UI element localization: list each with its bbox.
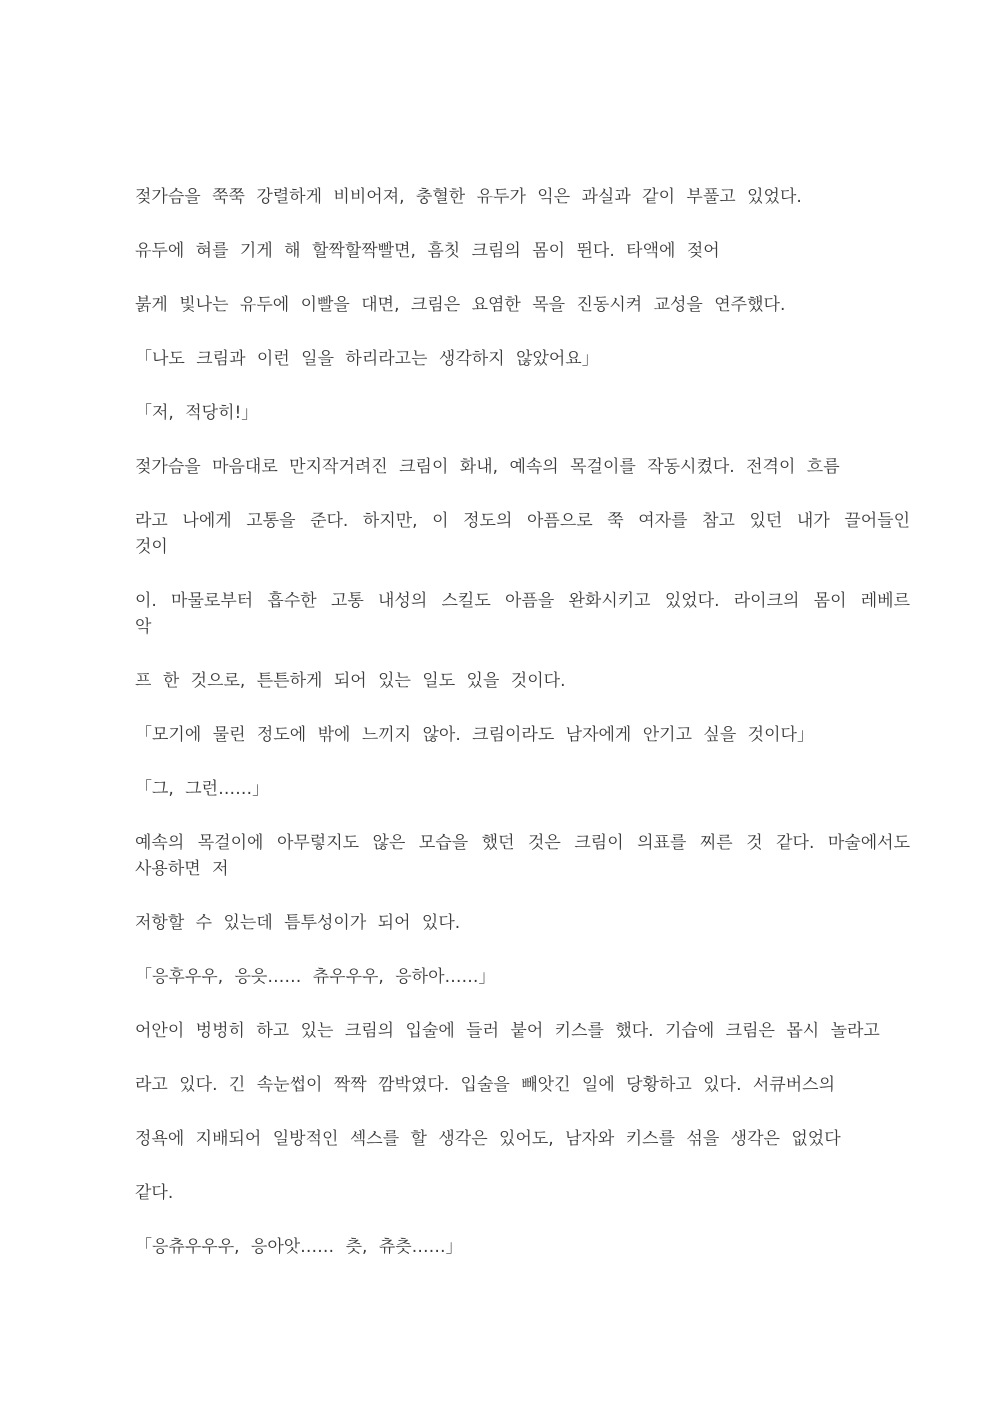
paragraph-line: 라고 나에게 고통을 준다. 하지만, 이 정도의 아픔으로 쭉 여자를 참고 있던 내가 끌어들인 bbox=[135, 511, 910, 531]
paragraph-line: 정욕에 지배되어 일방적인 섹스를 할 생각은 있어도, 남자와 키스를 섞을 생각은 없었다 bbox=[135, 1129, 841, 1149]
paragraph bbox=[135, 1018, 910, 1044]
paragraph-line: 라고 있다. 긴 속눈썹이 짝짝 깜박였다. 입술을 빼앗긴 일에 당황하고 있다. 서큐버스의 bbox=[135, 1075, 836, 1095]
paragraph-line: 붉게 빛나는 유두에 이빨을 대면, 크림은 요염한 목을 진동시켜 교성을 연주했다. bbox=[135, 295, 786, 315]
paragraph-line: 젖가슴을 마음대로 만지작거려진 크림이 화내, 예속의 목걸이를 작동시켰다. 전격이 흐름 bbox=[135, 457, 840, 477]
paragraph-line: 「저, 적당히!」 bbox=[135, 403, 259, 423]
paragraph-line: 유두에 혀를 기게 해 할짝할짝빨면, 흠칫 크림의 몸이 뛴다. 타액에 젖어 bbox=[135, 241, 720, 261]
paragraph-dialogue bbox=[135, 776, 910, 802]
paragraph bbox=[135, 1180, 910, 1206]
novel-text-block bbox=[135, 184, 910, 1260]
paragraph bbox=[135, 668, 910, 694]
paragraph bbox=[135, 830, 910, 882]
paragraph-line: 어안이 벙벙히 하고 있는 크림의 입술에 들러 붙어 키스를 했다. 기습에 크림은 몹시 놀라고 bbox=[135, 1021, 880, 1041]
paragraph-line: 프 한 것으로, 튼튼하게 되어 있는 일도 있을 것이다. bbox=[135, 671, 566, 691]
paragraph-line: 「모기에 물린 정도에 밖에 느끼지 않아. 크림이라도 남자에게 안기고 싶을 것이다」 bbox=[135, 725, 814, 745]
paragraph-dialogue bbox=[135, 722, 910, 748]
paragraph-line: 「응후우우, 응읏…… 츄우우우, 응하아……」 bbox=[135, 967, 496, 987]
paragraph-line: 사용하면 저 bbox=[135, 859, 229, 879]
paragraph-line: 악 bbox=[135, 617, 152, 637]
paragraph bbox=[135, 508, 910, 560]
paragraph-line: 젖가슴을 쭉쭉 강렬하게 비비어져, 충혈한 유두가 익은 과실과 같이 부풀고 있었다. bbox=[135, 187, 802, 207]
paragraph-dialogue bbox=[135, 346, 910, 372]
paragraph-line: 「나도 크림과 이런 일을 하리라고는 생각하지 않았어요」 bbox=[135, 349, 599, 369]
paragraph-line: 「응츄우우우, 응아앗…… 츳, 츄츳……」 bbox=[135, 1237, 463, 1257]
paragraph bbox=[135, 1126, 910, 1152]
paragraph-dialogue bbox=[135, 400, 910, 426]
paragraph-line: 저항할 수 있는데 틈투성이가 되어 있다. bbox=[135, 913, 461, 933]
paragraph-line: 것이 bbox=[135, 537, 168, 557]
paragraph bbox=[135, 1072, 910, 1098]
paragraph bbox=[135, 238, 910, 264]
paragraph-dialogue bbox=[135, 964, 910, 990]
paragraph-dialogue bbox=[135, 1234, 910, 1260]
paragraph-line: 이. 마물로부터 흡수한 고통 내성의 스킬도 아픔을 완화시키고 있었다. 라이크의 몸이 레베르 bbox=[135, 591, 910, 611]
paragraph bbox=[135, 184, 910, 210]
paragraph-line: 「그, 그런……」 bbox=[135, 779, 270, 799]
paragraph bbox=[135, 910, 910, 936]
paragraph bbox=[135, 454, 910, 480]
paragraph-line: 같다. bbox=[135, 1183, 174, 1203]
paragraph bbox=[135, 292, 910, 318]
paragraph bbox=[135, 588, 910, 640]
paragraph-line: 예속의 목걸이에 아무렇지도 않은 모습을 했던 것은 크림이 의표를 찌른 것 같다. 마술에서도 bbox=[135, 833, 910, 853]
